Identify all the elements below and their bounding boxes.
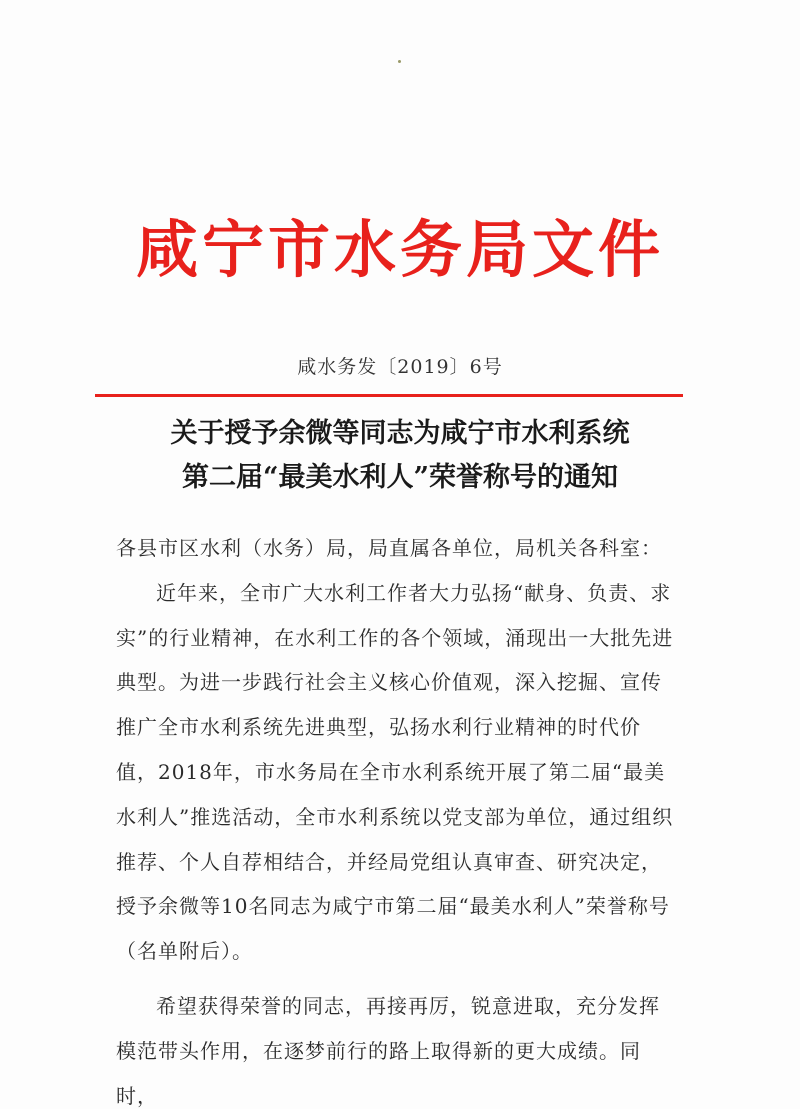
- salutation: 各县市区水利（水务）局，局直属各单位，局机关各科室：: [116, 536, 662, 560]
- body-paragraph-1: 近年来，全市广大水利工作者大力弘扬“献身、负责、求实”的行业精神，在水利工作的各个领域，涌现出一大批先进典型。为进一步践行社会主义核心价值观，深入挖掘、宣传推广全市水利系统先进典型，弘扬水利行业精神的时代价值，2018年，市水务局在全市水利系统开展了第二届“最美水利人”推选活动，全市水利系统以党支部为单位，通过组织推荐、个人自荐相结合，并经局党组认真审查、研究决定，授予余微等10名同志为咸宁市第二届“最美水利人”荣誉称号（名单附后）。: [116, 580, 674, 964]
- subject-line-2: 第二届“最美水利人”荣誉称号的通知: [181, 462, 619, 493]
- subject-line-1: 关于授予余微等同志为咸宁市水利系统: [170, 418, 630, 449]
- scan-speck: [398, 60, 401, 63]
- document-header-title: 咸宁市水务局文件: [135, 213, 664, 286]
- body-paragraph-2: 希望获得荣誉的同志，再接再厉，锐意进取，充分发挥模范带头作用，在逐梦前行的路上取得新的更大成绩。同时，: [116, 993, 660, 1108]
- document-body: [116, 526, 676, 1118]
- document-subject: [0, 412, 800, 500]
- document-number: 咸水务发〔2019〕6号: [297, 356, 503, 378]
- red-divider-line: [95, 394, 683, 397]
